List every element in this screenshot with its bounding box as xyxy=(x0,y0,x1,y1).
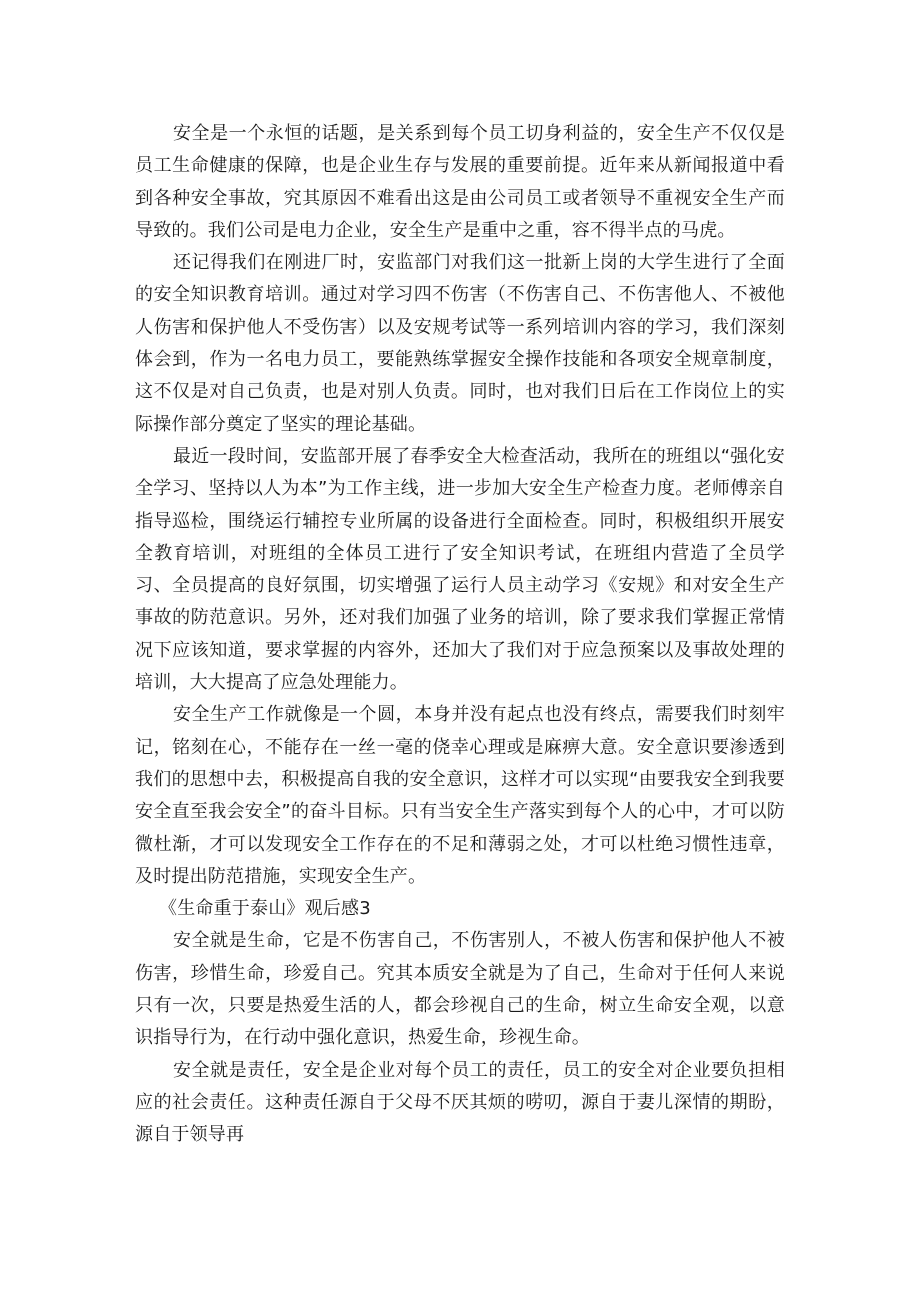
paragraph-6: 安全就是责任，安全是企业对每个员工的责任，员工的安全对企业要负担相应的社会责任。这种责任源自于父母不厌其烦的唠叨，源自于妻儿深情的期盼，源自于领导再 xyxy=(135,1059,785,1146)
paragraph-2: 还记得我们在刚进厂时，安监部门对我们这一批新上岗的大学生进行了全面的安全知识教育培训。通过对学习四不伤害（不伤害自己、不伤害他人、不被他人伤害和保护他人不受伤害）以及安规考试等一系列培训内容的学习，我们深刻体会到，作为一名电力员工，要能熟练掌握安全操作技能和各项安全规章制度，这不仅是对自己负责，也是对别人负责。同时，也对我们日后在工作岗位上的实际操作部分奠定了坚实的理论基础。 xyxy=(135,252,785,435)
paragraph-5: 安全就是生命，它是不伤害自己，不伤害别人，不被人伤害和保护他人不被伤害，珍惜生命，珍爱自己。究其本质安全就是为了自己，生命对于任何人来说只有一次，只要是热爱生活的人，都会珍视自己的生命，树立生命安全观，以意识指导行为，在行动中强化意识，热爱生命，珍视生命。 xyxy=(135,930,785,1049)
paragraph-4: 安全生产工作就像是一个圆，本身并没有起点也没有终点，需要我们时刻牢记，铭刻在心，不能存在一丝一毫的侥幸心理或是麻痹大意。安全意识要渗透到我们的思想中去，积极提高自我的安全意识，这样才可以实现“由要我安全到我要安全直至我会安全”的奋斗目标。只有当安全生产落实到每个人的心中，才可以防微杜渐，才可以发现安全工作存在的不足和薄弱之处，才可以杜绝习惯性违章，及时提出防范措施，实现安全生产。 xyxy=(135,704,785,887)
paragraph-3: 最近一段时间，安监部开展了春季安全大检查活动，我所在的班组以“强化安全学习、坚持以人为本”为工作主线，进一步加大安全生产检查力度。老师傅亲自指导巡检，围绕运行辅控专业所属的设备进行全面检查。同时，积极组织开展安全教育培训，对班组的全体员工进行了安全知识考试，在班组内营造了全员学习、全员提高的良好氛围，切实增强了运行人员主动学习《安规》和对安全生产事故的防范意识。另外，还对我们加强了业务的培训，除了要求我们掌握正常情况下应该知道，要求掌握的内容外，还加大了我们对于应急预案以及事故处理的培训，大大提高了应急处理能力。 xyxy=(135,445,785,694)
section-heading: 《生命重于泰山》观后感3 xyxy=(159,898,371,920)
document-body xyxy=(135,118,785,1152)
paragraph-1: 安全是一个永恒的话题，是关系到每个员工切身利益的，安全生产不仅仅是员工生命健康的保障，也是企业生存与发展的重要前提。近年来从新闻报道中看到各种安全事故，究其原因不难看出这是由公司员工或者领导不重视安全生产而导致的。我们公司是电力企业，安全生产是重中之重，容不得半点的马虎。 xyxy=(135,123,785,241)
